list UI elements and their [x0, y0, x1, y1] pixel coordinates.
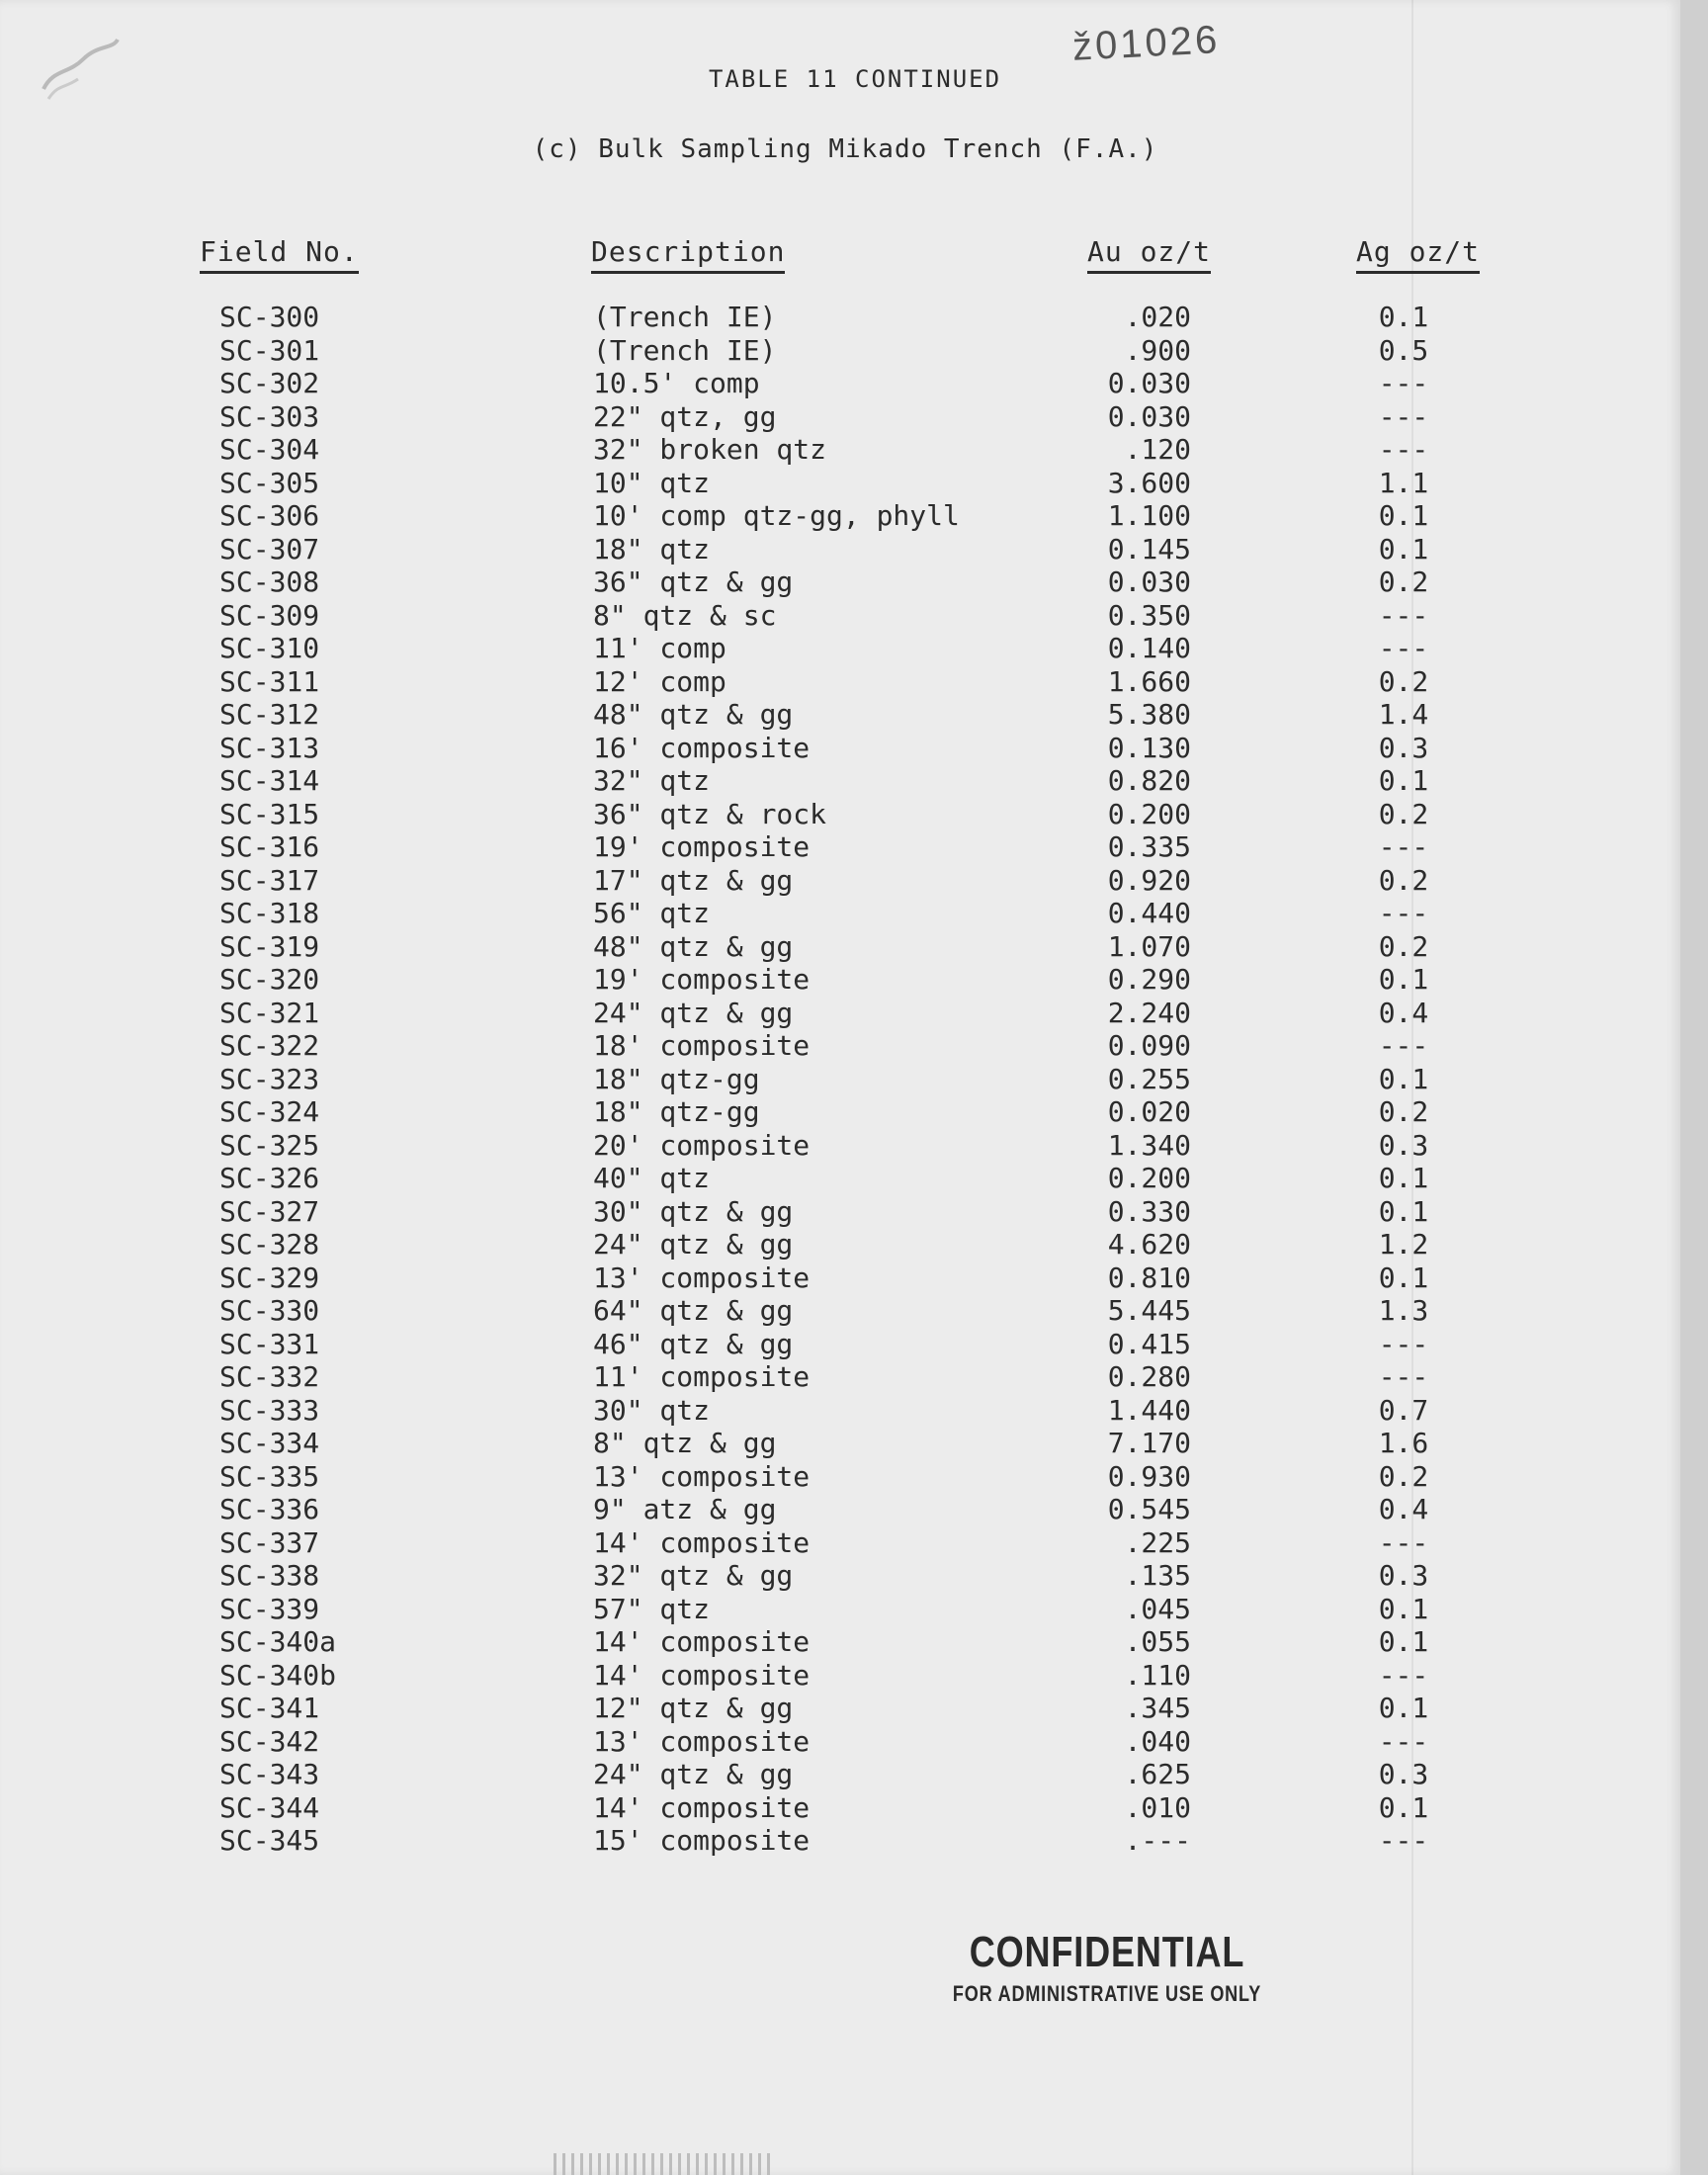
table-row: [0, 1824, 1680, 1858]
cell-field-no: SC-341: [219, 1692, 320, 1724]
cell-ag: 0.4: [1378, 996, 1429, 1029]
cell-ag: 1.4: [1378, 698, 1429, 731]
table-row: [0, 1095, 1680, 1129]
cell-au: 1.070: [1107, 929, 1191, 963]
table-row: [0, 533, 1680, 566]
cell-field-no: SC-328: [219, 1228, 320, 1261]
cell-ag: 1.2: [1378, 1228, 1429, 1261]
cell-field-no: SC-319: [219, 929, 320, 963]
cell-ag: 0.1: [1378, 1692, 1429, 1724]
table-row: [0, 1294, 1680, 1328]
cell-description: 13' composite: [593, 1724, 811, 1758]
cell-ag: ---: [1378, 1658, 1429, 1692]
cell-ag: 0.1: [1378, 963, 1429, 996]
cell-ag: ---: [1378, 433, 1429, 466]
cell-field-no: SC-336: [219, 1493, 320, 1525]
cell-field-no: SC-340a: [219, 1625, 337, 1658]
cell-description: 30" qtz: [593, 1393, 711, 1427]
cell-field-no: SC-306: [219, 499, 320, 532]
cell-field-no: SC-304: [219, 433, 320, 466]
table-row: [0, 897, 1680, 930]
cell-field-no: SC-329: [219, 1261, 320, 1294]
table-row: [0, 963, 1680, 997]
cell-field-no: SC-331: [219, 1327, 320, 1360]
cell-au: 0.820: [1107, 764, 1191, 797]
cell-ag: 0.3: [1378, 731, 1429, 764]
cell-ag: ---: [1378, 598, 1429, 632]
cell-ag: 0.1: [1378, 1592, 1429, 1625]
cell-description: 32" qtz & gg: [593, 1559, 794, 1592]
cell-field-no: SC-339: [219, 1592, 320, 1625]
cell-description: 13' composite: [593, 1261, 811, 1294]
cell-field-no: SC-330: [219, 1294, 320, 1327]
cell-field-no: SC-318: [219, 897, 320, 929]
table-row: [0, 665, 1680, 699]
cell-field-no: SC-340b: [219, 1658, 337, 1692]
cell-ag: 1.6: [1378, 1427, 1429, 1459]
document-number: ž01026: [1070, 18, 1222, 69]
cell-ag: ---: [1378, 1327, 1429, 1360]
cell-field-no: SC-342: [219, 1724, 320, 1758]
cell-ag: 0.1: [1378, 1790, 1429, 1824]
cell-ag: 0.1: [1378, 1261, 1429, 1294]
cell-description: 48" qtz & gg: [593, 929, 794, 963]
table-row: [0, 1427, 1680, 1460]
cell-au: 0.200: [1107, 1162, 1191, 1194]
cell-au: 1.340: [1107, 1128, 1191, 1162]
cell-field-no: SC-344: [219, 1790, 320, 1824]
cell-au: 4.620: [1107, 1228, 1191, 1261]
cell-ag: 0.2: [1378, 664, 1429, 698]
cell-ag: 0.2: [1378, 1095, 1429, 1128]
table-row: [0, 798, 1680, 831]
header-ag: Ag oz/t: [1356, 235, 1480, 274]
cell-au: 0.030: [1107, 566, 1191, 598]
cell-description: 11' composite: [593, 1360, 811, 1393]
table-row: [0, 1758, 1680, 1791]
cell-description: 9" atz & gg: [593, 1493, 777, 1525]
cell-au: 0.545: [1107, 1493, 1191, 1525]
cell-field-no: SC-334: [219, 1427, 320, 1459]
cell-au: .135: [1124, 1559, 1191, 1592]
cell-description: 36" qtz & rock: [593, 797, 827, 830]
table-row: [0, 1725, 1680, 1759]
cell-field-no: SC-308: [219, 566, 320, 598]
cell-description: 13' composite: [593, 1459, 811, 1493]
table-row: [0, 1791, 1680, 1825]
cell-description: 32" qtz: [593, 764, 711, 797]
cell-description: 46" qtz & gg: [593, 1327, 794, 1360]
table-row: [0, 864, 1680, 898]
cell-field-no: SC-316: [219, 830, 320, 863]
cell-au: 0.130: [1107, 731, 1191, 764]
table-row: [0, 334, 1680, 368]
cell-description: 56" qtz: [593, 897, 711, 929]
cell-field-no: SC-343: [219, 1758, 320, 1790]
cell-au: 1.100: [1107, 499, 1191, 532]
cell-field-no: SC-311: [219, 664, 320, 698]
table-row: [0, 1162, 1680, 1195]
cell-ag: 0.3: [1378, 1128, 1429, 1162]
cell-field-no: SC-332: [219, 1360, 320, 1393]
cell-au: .---: [1124, 1824, 1191, 1857]
cell-field-no: SC-325: [219, 1128, 320, 1162]
cell-ag: 0.1: [1378, 1625, 1429, 1658]
cell-ag: 0.4: [1378, 1493, 1429, 1525]
table-row: [0, 1360, 1680, 1394]
cell-description: 18" qtz-gg: [593, 1062, 760, 1095]
scan-edge: [1680, 0, 1708, 2175]
table-row: [0, 433, 1680, 467]
cell-description: 18" qtz: [593, 532, 711, 566]
table-row: [0, 1625, 1680, 1659]
table-row: [0, 930, 1680, 964]
cell-field-no: SC-327: [219, 1194, 320, 1228]
cell-description: 57" qtz: [593, 1592, 711, 1625]
cell-au: 0.030: [1107, 367, 1191, 399]
cell-ag: 0.1: [1378, 532, 1429, 566]
cell-au: 0.200: [1107, 797, 1191, 830]
cell-au: .045: [1124, 1592, 1191, 1625]
cell-description: 19' composite: [593, 830, 811, 863]
cell-au: 0.090: [1107, 1029, 1191, 1062]
cell-au: 0.330: [1107, 1194, 1191, 1228]
cell-ag: 0.2: [1378, 929, 1429, 963]
table-title: TABLE 11 CONTINUED: [708, 65, 1002, 93]
cell-description: 22" qtz, gg: [593, 399, 777, 433]
cell-field-no: SC-326: [219, 1162, 320, 1194]
cell-au: .345: [1124, 1692, 1191, 1724]
cell-field-no: SC-307: [219, 532, 320, 566]
cell-au: 0.255: [1107, 1062, 1191, 1095]
cell-description: 8" qtz & gg: [593, 1427, 777, 1459]
cell-au: 0.440: [1107, 897, 1191, 929]
confidential-stamp: [909, 1928, 1305, 2007]
table-row: [0, 467, 1680, 500]
table-row: [0, 698, 1680, 732]
table-row: [0, 1692, 1680, 1725]
sample-table: [0, 301, 1680, 1858]
cell-description: 16' composite: [593, 731, 811, 764]
table-row: [0, 764, 1680, 798]
stamp-sub-text: FOR ADMINISTRATIVE USE ONLY: [952, 1981, 1262, 2006]
cell-description: 18" qtz-gg: [593, 1095, 760, 1128]
cell-au: 0.145: [1107, 532, 1191, 566]
table-row: [0, 400, 1680, 434]
cell-ag: ---: [1378, 1360, 1429, 1393]
cell-description: 40" qtz: [593, 1162, 711, 1194]
cell-au: 0.350: [1107, 598, 1191, 632]
cell-au: .040: [1124, 1724, 1191, 1758]
cell-description: 10" qtz: [593, 466, 711, 499]
cell-ag: 1.1: [1378, 466, 1429, 499]
cell-au: 0.030: [1107, 399, 1191, 433]
table-row: [0, 1526, 1680, 1560]
cell-ag: 1.3: [1378, 1294, 1429, 1327]
cell-au: .225: [1124, 1525, 1191, 1559]
cell-au: 0.930: [1107, 1459, 1191, 1493]
cell-field-no: SC-310: [219, 632, 320, 664]
cell-description: 17" qtz & gg: [593, 863, 794, 897]
cell-au: .020: [1124, 301, 1191, 333]
cell-au: 0.280: [1107, 1360, 1191, 1393]
table-row: [0, 1129, 1680, 1163]
cell-field-no: SC-312: [219, 698, 320, 731]
cell-description: 30" qtz & gg: [593, 1194, 794, 1228]
cell-field-no: SC-303: [219, 399, 320, 433]
cell-field-no: SC-322: [219, 1029, 320, 1062]
table-row: [0, 1063, 1680, 1096]
table-row: [0, 499, 1680, 533]
cell-au: .900: [1124, 333, 1191, 367]
cell-description: 15' composite: [593, 1824, 811, 1857]
header-description: Description: [591, 235, 785, 274]
cell-field-no: SC-301: [219, 333, 320, 367]
cell-description: 32" broken qtz: [593, 433, 827, 466]
cell-ag: 0.1: [1378, 1162, 1429, 1194]
table-row: [0, 1493, 1680, 1526]
table-row: [0, 1559, 1680, 1593]
cell-field-no: SC-338: [219, 1559, 320, 1592]
stamp-main-text: CONFIDENTIAL: [969, 1928, 1245, 1976]
cell-description: 24" qtz & gg: [593, 996, 794, 1029]
cell-field-no: SC-313: [219, 731, 320, 764]
cell-au: 0.140: [1107, 632, 1191, 664]
table-row: [0, 997, 1680, 1030]
cell-ag: 0.1: [1378, 1194, 1429, 1228]
cell-ag: ---: [1378, 367, 1429, 399]
cell-description: (Trench IE): [593, 301, 777, 333]
table-row: [0, 1262, 1680, 1295]
cell-description: 48" qtz & gg: [593, 698, 794, 731]
cell-field-no: SC-324: [219, 1095, 320, 1128]
cell-ag: 0.2: [1378, 566, 1429, 598]
cell-ag: 0.1: [1378, 301, 1429, 333]
cell-au: 3.600: [1107, 466, 1191, 499]
cell-ag: 0.2: [1378, 797, 1429, 830]
cell-ag: ---: [1378, 1824, 1429, 1857]
table-row: [0, 301, 1680, 334]
cell-field-no: SC-321: [219, 996, 320, 1029]
table-row: [0, 1228, 1680, 1262]
cell-description: 19' composite: [593, 963, 811, 996]
cell-field-no: SC-302: [219, 367, 320, 399]
cell-ag: 0.3: [1378, 1559, 1429, 1592]
cell-au: 0.335: [1107, 830, 1191, 863]
cell-ag: 0.2: [1378, 863, 1429, 897]
cell-description: 24" qtz & gg: [593, 1228, 794, 1261]
cell-au: 0.020: [1107, 1095, 1191, 1128]
cell-description: 8" qtz & sc: [593, 598, 777, 632]
cell-description: 14' composite: [593, 1625, 811, 1658]
cell-ag: ---: [1378, 1724, 1429, 1758]
cell-au: 5.380: [1107, 698, 1191, 731]
cell-au: 2.240: [1107, 996, 1191, 1029]
cell-field-no: SC-323: [219, 1062, 320, 1095]
cell-ag: ---: [1378, 632, 1429, 664]
cell-description: 64" qtz & gg: [593, 1294, 794, 1327]
cell-field-no: SC-320: [219, 963, 320, 996]
table-row: [0, 1195, 1680, 1229]
cell-description: 10.5' comp: [593, 367, 760, 399]
cell-au: .625: [1124, 1758, 1191, 1790]
cell-description: 14' composite: [593, 1525, 811, 1559]
cell-au: .055: [1124, 1625, 1191, 1658]
table-row: [0, 599, 1680, 633]
table-row: [0, 830, 1680, 864]
cell-ag: 0.1: [1378, 764, 1429, 797]
cell-au: 7.170: [1107, 1427, 1191, 1459]
cell-ag: 0.7: [1378, 1393, 1429, 1427]
cell-ag: ---: [1378, 897, 1429, 929]
table-subtitle: (c) Bulk Sampling Mikado Trench (F.A.): [532, 134, 1158, 164]
cell-au: .120: [1124, 433, 1191, 466]
cell-description: 18' composite: [593, 1029, 811, 1062]
cell-field-no: SC-337: [219, 1525, 320, 1559]
cell-description: 36" qtz & gg: [593, 566, 794, 598]
table-row: [0, 1029, 1680, 1063]
cell-description: 20' composite: [593, 1128, 811, 1162]
cell-au: 0.290: [1107, 963, 1191, 996]
cell-au: .110: [1124, 1658, 1191, 1692]
table-row: [0, 1394, 1680, 1428]
table-row: [0, 566, 1680, 599]
cell-au: .010: [1124, 1790, 1191, 1824]
table-row: [0, 732, 1680, 765]
cell-description: 24" qtz & gg: [593, 1758, 794, 1790]
cell-field-no: SC-335: [219, 1459, 320, 1493]
cell-description: 11' comp: [593, 632, 726, 664]
cell-ag: 0.2: [1378, 1459, 1429, 1493]
cell-au: 1.440: [1107, 1393, 1191, 1427]
cell-field-no: SC-300: [219, 301, 320, 333]
cell-field-no: SC-333: [219, 1393, 320, 1427]
cell-field-no: SC-317: [219, 863, 320, 897]
cell-description: (Trench IE): [593, 333, 777, 367]
table-row: [0, 1659, 1680, 1693]
cell-description: 14' composite: [593, 1790, 811, 1824]
cell-field-no: SC-305: [219, 466, 320, 499]
cell-field-no: SC-315: [219, 797, 320, 830]
header-au: Au oz/t: [1087, 235, 1211, 274]
cell-ag: ---: [1378, 1525, 1429, 1559]
cell-field-no: SC-345: [219, 1824, 320, 1857]
cell-au: 1.660: [1107, 664, 1191, 698]
cell-ag: ---: [1378, 399, 1429, 433]
cell-ag: ---: [1378, 1029, 1429, 1062]
table-row: [0, 632, 1680, 665]
cell-field-no: SC-314: [219, 764, 320, 797]
scan-artifact: [554, 2153, 771, 2175]
header-field-no: Field No.: [200, 235, 359, 274]
table-row: [0, 1593, 1680, 1626]
cell-description: 12" qtz & gg: [593, 1692, 794, 1724]
cell-ag: 0.5: [1378, 333, 1429, 367]
cell-au: 0.810: [1107, 1261, 1191, 1294]
cell-ag: 0.3: [1378, 1758, 1429, 1790]
table-row: [0, 367, 1680, 400]
cell-ag: 0.1: [1378, 499, 1429, 532]
table-row: [0, 1328, 1680, 1361]
cell-au: 5.445: [1107, 1294, 1191, 1327]
cell-au: 0.415: [1107, 1327, 1191, 1360]
cell-description: 12' comp: [593, 664, 726, 698]
cell-ag: 0.1: [1378, 1062, 1429, 1095]
cell-field-no: SC-309: [219, 598, 320, 632]
cell-ag: ---: [1378, 830, 1429, 863]
cell-au: 0.920: [1107, 863, 1191, 897]
table-row: [0, 1460, 1680, 1494]
cell-description: 14' composite: [593, 1658, 811, 1692]
cell-description: 10' comp qtz-gg, phyll: [593, 499, 960, 532]
